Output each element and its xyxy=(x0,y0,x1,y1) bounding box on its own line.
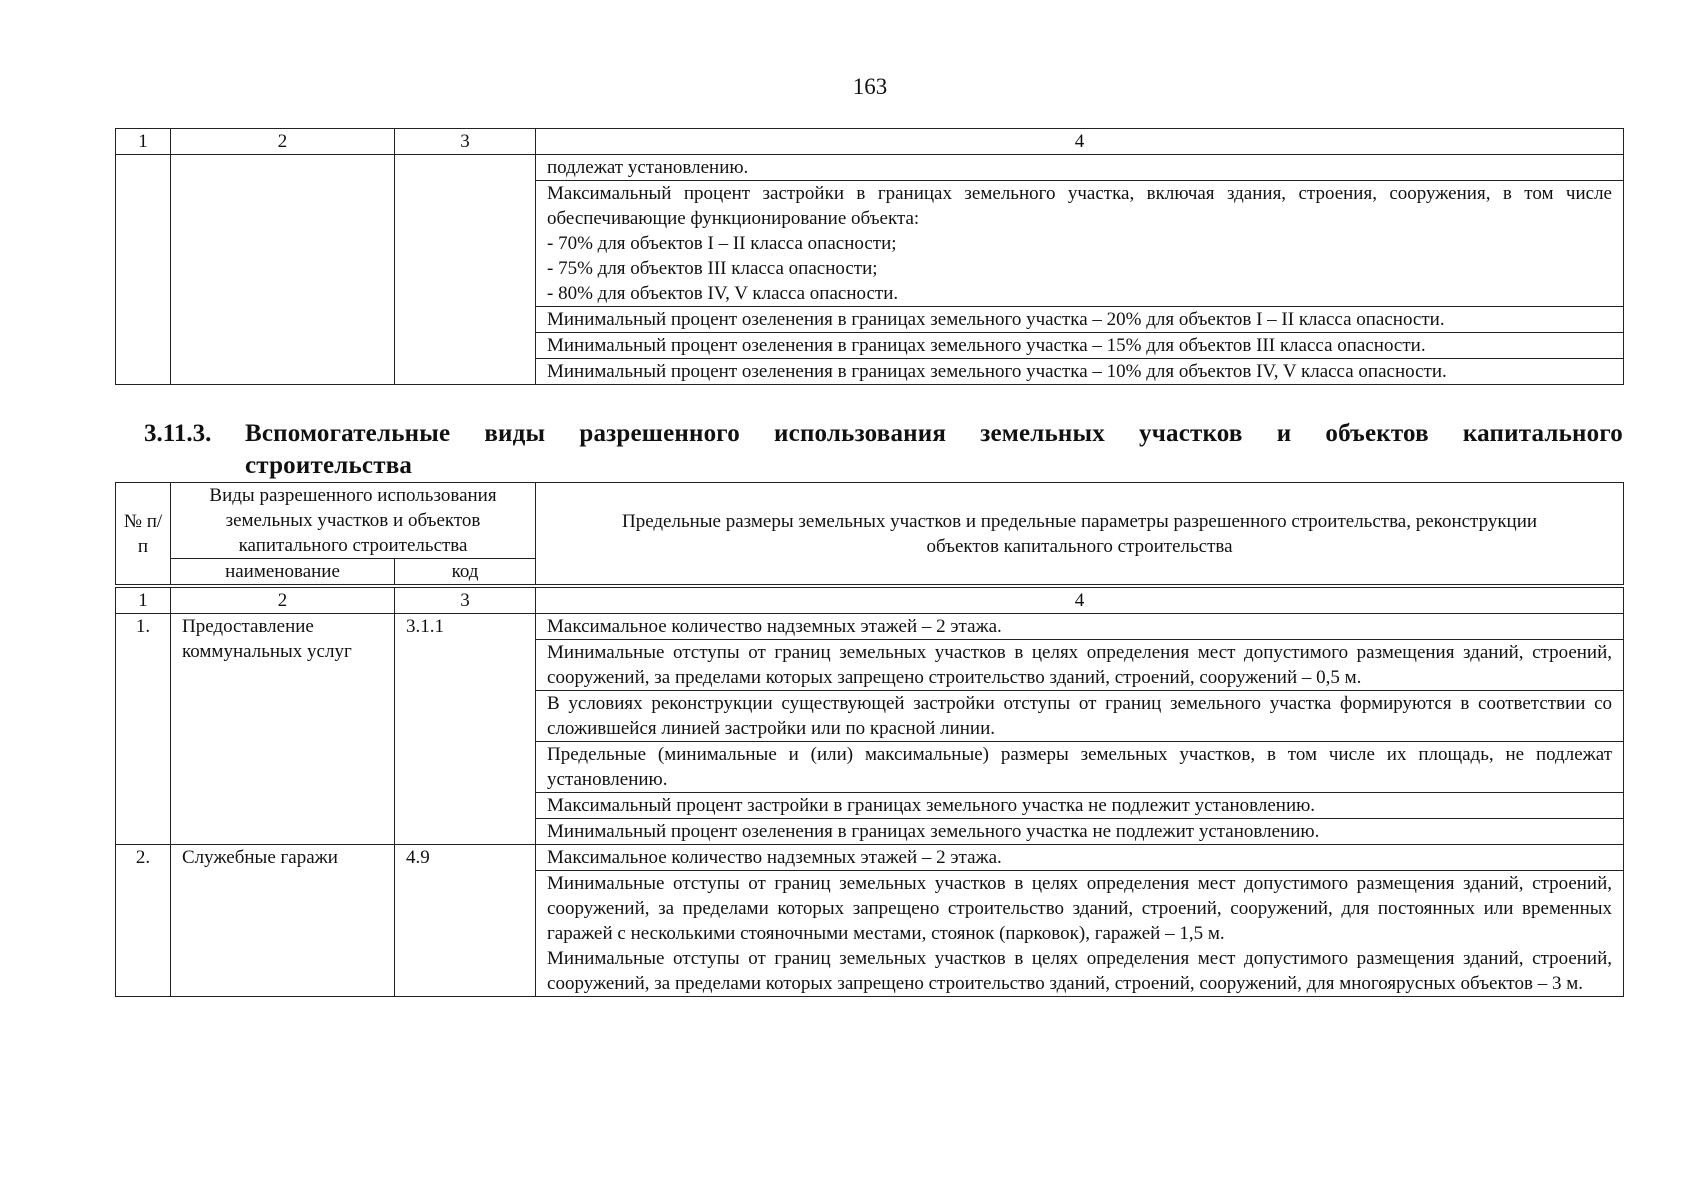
header-types: Виды разрешенного использования земельных участков и объектов капитального строительства xyxy=(171,483,536,559)
param-text: Минимальные отступы от границ земельных участков в целях определения мест допустимого размещения зданий, строений, сооружений, за пределами которых запрещено строительство зданий, строений, сооружений – 0,5 м. xyxy=(536,640,1624,691)
auxiliary-uses-table xyxy=(115,482,1624,997)
table-row xyxy=(116,614,1624,640)
use-code: 4.9 xyxy=(395,845,536,997)
param-text: Предельные (минимальные и (или) максимальные) размеры земельных участков, в том числе их площадь, не подлежат установлению. xyxy=(536,742,1624,793)
column-number-row xyxy=(116,129,1624,155)
header-limits: Предельные размеры земельных участков и предельные параметры разрешенного строительства, реконструкции объектов капитального строительства xyxy=(536,483,1624,587)
section-heading xyxy=(144,418,1623,482)
param-text: Минимальные отступы от границ земельных участков в целях определения мест допустимого размещения зданий, строений, сооружений, за пределами которых запрещено строительство зданий, строений, сооружений, для постоянных или временных гаражей с несколькими стояночными местами, стоянок (парковок), гаражей – 1,5 м. xyxy=(547,873,1613,944)
param-block xyxy=(536,181,1624,307)
param-text: Минимальный процент озеленения в границах земельного участка – 10% для объектов IV, V класса опасности. xyxy=(536,359,1624,385)
empty-num-cell xyxy=(116,155,171,385)
empty-code-cell xyxy=(395,155,536,385)
page-number: 163 xyxy=(852,74,888,99)
col-number-3: 3 xyxy=(395,129,536,155)
table-row xyxy=(116,155,1624,181)
param-block xyxy=(536,871,1624,997)
param-text: Максимальное количество надземных этажей – 2 этажа. xyxy=(536,845,1624,871)
param-text: Минимальные отступы от границ земельных участков в целях определения мест допустимого размещения зданий, строений, сооружений, за пределами которых запрещено строительство зданий, строений, сооружений, для многоярусных объектов – 3 м. xyxy=(547,948,1613,994)
param-text: В условиях реконструкции существующей застройки отступы от границ земельного участка формируются в соответствии со сложившейся линией застройки или по красной линии. xyxy=(536,691,1624,742)
param-list-item: - 70% для объектов I – II класса опасности; xyxy=(547,233,897,254)
table-row xyxy=(116,845,1624,871)
section-title: Вспомогательные виды разрешенного использования земельных участков и объектов капитального строительства xyxy=(245,420,1623,479)
column-number-row xyxy=(116,586,1624,614)
param-list-item: - 80% для объектов IV, V класса опасности. xyxy=(547,283,899,304)
header-row xyxy=(116,483,1624,559)
col-number-4: 4 xyxy=(536,586,1624,614)
param-text: Максимальное количество надземных этажей – 2 этажа. xyxy=(536,614,1624,640)
use-name: Предоставление коммунальных услуг xyxy=(171,614,395,845)
param-text: Максимальный процент застройки в границах земельного участка, включая здания, строения, сооружения, в том числе обеспечивающие функционирование объекта: xyxy=(547,183,1612,229)
row-number: 2. xyxy=(116,845,171,997)
col-number-2: 2 xyxy=(171,129,395,155)
param-text: Максимальный процент застройки в границах земельного участка не подлежит установлению. xyxy=(536,793,1624,819)
header-num: № п/п xyxy=(116,483,171,587)
col-number-1: 1 xyxy=(116,586,171,614)
param-text: подлежат установлению. xyxy=(536,155,1624,181)
use-name: Служебные гаражи xyxy=(171,845,395,997)
row-number: 1. xyxy=(116,614,171,845)
col-number-2: 2 xyxy=(171,586,395,614)
param-text: Минимальный процент озеленения в границах земельного участка – 20% для объектов I – II класса опасности. xyxy=(536,307,1624,333)
empty-name-cell xyxy=(171,155,395,385)
header-name: наименование xyxy=(171,559,395,587)
continuation-table xyxy=(115,128,1624,385)
col-number-4: 4 xyxy=(536,129,1624,155)
section-number: 3.11.3. xyxy=(144,420,212,447)
col-number-1: 1 xyxy=(116,129,171,155)
param-text: Минимальный процент озеленения в границах земельного участка – 15% для объектов III класса опасности. xyxy=(536,333,1624,359)
col-number-3: 3 xyxy=(395,586,536,614)
header-code: код xyxy=(395,559,536,587)
param-list-item: - 75% для объектов III класса опасности; xyxy=(547,258,878,279)
param-text: Минимальный процент озеленения в границах земельного участка не подлежит установлению. xyxy=(536,819,1624,845)
use-code: 3.1.1 xyxy=(395,614,536,845)
